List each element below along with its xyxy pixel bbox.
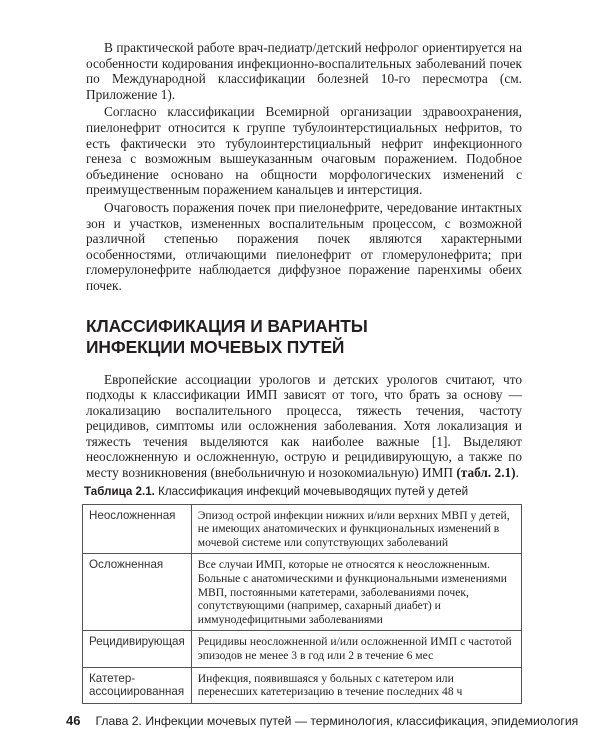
table-term-cell: Осложненная xyxy=(83,554,192,631)
section-heading-line1: КЛАССИФИКАЦИЯ И ВАРИАНТЫ xyxy=(86,315,368,336)
table-row xyxy=(83,631,522,667)
intro-paragraph-2: Согласно классификации Всемирной организации здравоохранения, пиелонефрит относится к группе тубулоинтерстициальных нефритов, то есть фактически это тубулоинтерстициальный нефрит инфекционного генеза с возможным вышеуказанным очаговым поражением. Подобное объединение основано на общности морфологических изменений с преимущественным поражением канальцев и интерстиция. xyxy=(86,104,522,198)
table-description-cell: Инфекция, появившаяся у больных с катетером или перенесших катетеризацию в течение последних 48 ч xyxy=(191,667,521,703)
table-caption-text: Классификация инфекций мочевыводящих путей у детей xyxy=(154,484,469,498)
table-term-cell: Неосложненная xyxy=(83,504,192,554)
table-caption xyxy=(84,485,522,498)
table-row xyxy=(83,667,522,703)
table-term-cell: Рецидивирующая xyxy=(83,631,192,667)
table-reference: (табл. 2.1) xyxy=(456,465,516,481)
section-paragraph xyxy=(86,372,522,481)
page-body xyxy=(86,40,522,704)
section-heading xyxy=(86,316,522,358)
table-caption-label: Таблица 2.1. xyxy=(84,484,155,498)
chapter-title: Глава 2. Инфекции мочевых путей — терминология, классификация, эпидемиология xyxy=(95,713,579,728)
section-paragraph-end: . xyxy=(515,465,519,481)
page-footer xyxy=(66,713,579,728)
table-description-cell: Рецидивы неосложненной и/или осложненной ИМП с частотой эпизодов не менее 3 в год или 2 в течение 6 мес xyxy=(191,631,521,667)
table-description-cell: Эпизод острой инфекции нижних и/или верхних МВП у детей, не имеющих анатомических и функциональных изменений в мочевой системе или сопутствующих заболеваний xyxy=(191,504,521,554)
page-number: 46 xyxy=(66,713,81,728)
table-row xyxy=(83,504,522,554)
table-term-cell: Катетер-ассоциированная xyxy=(83,667,192,703)
intro-paragraph-3: Очаговость поражения почек при пиелонефрите, чередование интактных зон и участков, измененных воспалительным процессом, с возможной различной степенью поражения почек являются характерными особенностями, отличающими пиелонефрит от гломерулонефрита; при гломерулонефрите наблюдается диффузное поражение паренхимы обеих почек. xyxy=(86,199,522,293)
section-paragraph-text: Европейские ассоциации урологов и детских урологов считают, что подходы к классификации ИМП зависят от того, что брать за основу — локализацию воспалительного процесса, тяжесть течения, частоту рецидивов, симптомы или осложнения заболевания. Хотя локализация и тяжесть течения выделяются как наиболее важные [1]. Выделяют неосложненную и осложненную, острую и рецидивирующую, а также по месту возникновения (внебольничную и нозокомиальную) ИМП xyxy=(86,371,522,481)
section-heading-line2: ИНФЕКЦИИ МОЧЕВЫХ ПУТЕЙ xyxy=(86,336,345,357)
table-row xyxy=(83,554,522,631)
classification-table xyxy=(82,504,522,704)
table-description-cell: Все случаи ИМП, которые не относятся к неосложненным. Больные с анатомическими и функциональными изменениями МВП, постоянными катетерами, заболеваниями почек, сопутствующими (например, сахарный диабет) и иммунодефицитными заболеваниями xyxy=(191,554,521,631)
intro-paragraph-1: В практической работе врач-педиатр/детский нефролог ориентируется на особенности кодирования инфекционно-воспалительных заболеваний почек по Международной классификации болезней 10-го пересмотра (см. Приложение 1). xyxy=(86,40,522,102)
